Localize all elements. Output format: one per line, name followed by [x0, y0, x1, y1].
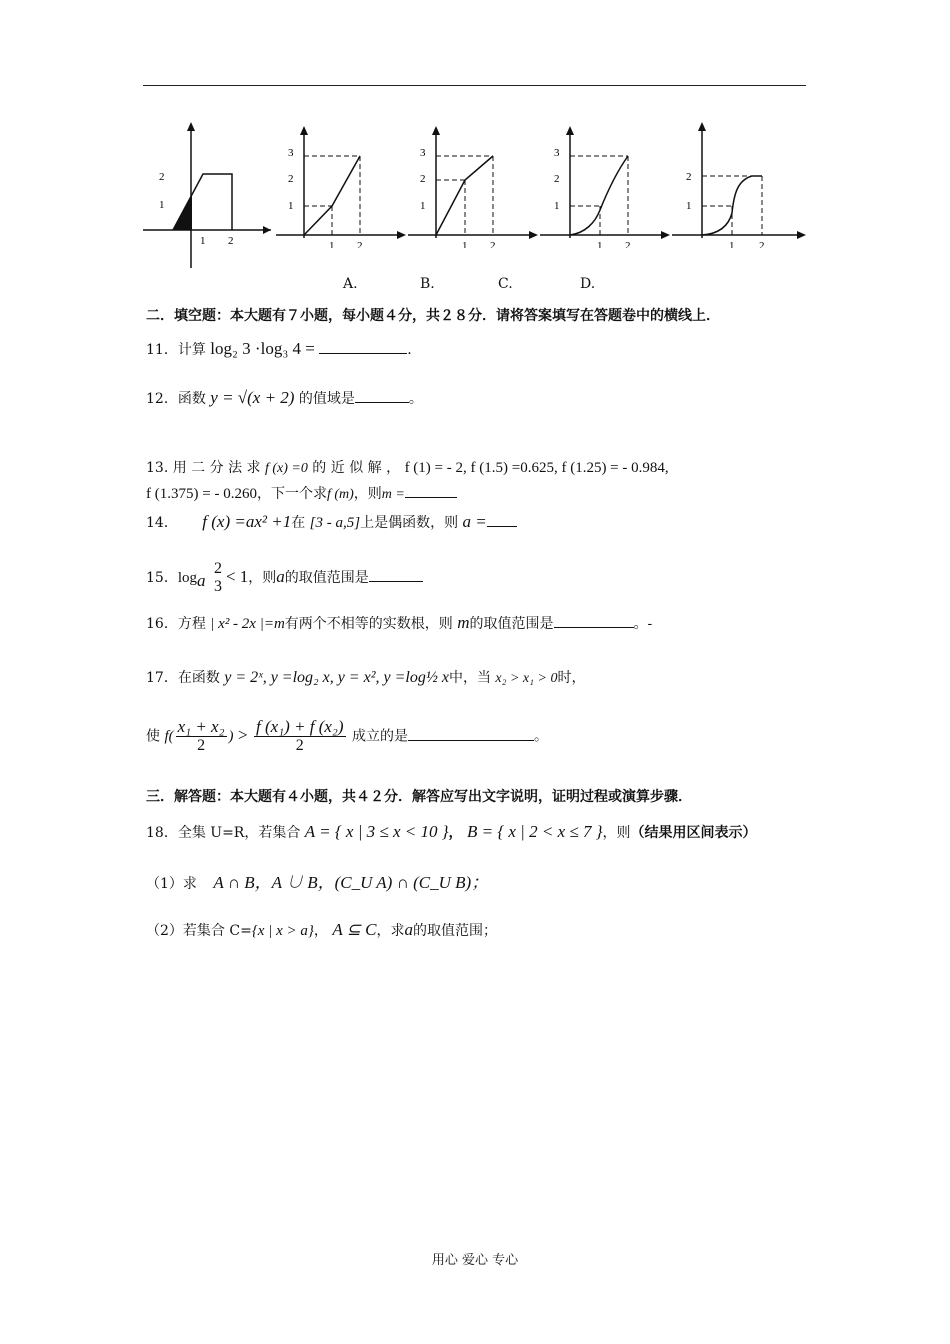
- question-18-part-2: （2）若集合 C={x | x > a}， A ⊆ C，求a的取值范围；: [146, 920, 497, 939]
- svg-text:2: 2: [686, 171, 692, 183]
- question-17-line-1: 17．在函数 y = 2ˣ, y =log₂ x, y = x², y =log½ x中，当 x₂ > x₁ > 0时，: [146, 669, 586, 686]
- svg-text:3: 3: [288, 147, 294, 159]
- svg-text:1: 1: [159, 199, 165, 211]
- q15-fraction: 2 3: [213, 560, 222, 595]
- q17-answer-blank[interactable]: [408, 726, 534, 741]
- q12-answer-blank[interactable]: [355, 388, 409, 403]
- svg-text:2: 2: [159, 171, 165, 183]
- q17-left-fraction: $\frac{\text{x₁ + x₂}}{2}$: [177, 717, 225, 754]
- svg-text:1: 1: [462, 240, 468, 248]
- svg-text:2: 2: [357, 240, 363, 248]
- svg-text:3: 3: [420, 147, 426, 159]
- svg-text:1: 1: [200, 235, 206, 247]
- question-16: 16．方程 | x² - 2x |=m有两个不相等的实数根，则 m的取值范围是 。-: [146, 613, 653, 632]
- figure-original: [143, 118, 273, 273]
- q11-expression: log₂ 3 ·log₃ 4 =: [210, 339, 315, 358]
- figure-option-b: [408, 118, 540, 248]
- section-3-heading: 三．解答题：本大题有４小题，共４２分．解答应写出文字说明，证明过程或演算步骤．: [146, 789, 692, 805]
- figure-option-d: [672, 118, 808, 248]
- figure-option-c: [540, 118, 672, 248]
- svg-text:2: 2: [759, 240, 765, 248]
- question-18-part-1: （1）求 A ∩ B，A ∪ B，(C_U A) ∩ (C_U B)；: [146, 873, 489, 892]
- question-13-line-1: 13. 用 二 分 法 求 f (x) =0 的 近 似 解 ， f (1) = - 2, f (1.5) =0.625, f (1.25) = - 0.984,: [146, 460, 669, 476]
- q12-expression: y = √(x + 2): [210, 388, 295, 407]
- svg-text:1: 1: [597, 240, 603, 248]
- q11-answer-blank[interactable]: [319, 339, 407, 354]
- svg-text:2: 2: [420, 173, 426, 185]
- svg-text:2: 2: [490, 240, 496, 248]
- option-letter-c: C.: [498, 276, 513, 292]
- q16-answer-blank[interactable]: [554, 613, 634, 628]
- set-a: A = { x | 3 ≤ x < 10 }: [304, 822, 449, 841]
- svg-text:1: 1: [686, 200, 692, 212]
- svg-text:3: 3: [554, 147, 560, 159]
- page-footer: 用心 爱心 专心: [431, 1253, 519, 1268]
- set-b: B = { x | 2 < x ≤ 7 }: [466, 822, 603, 841]
- q17-right-fraction: $\frac{\text{f (x₁) + f (x₂)}}{2}$: [256, 717, 344, 754]
- question-15: 15．$\log_a$ 2 3 < 1，则a的取值范围是: [146, 560, 423, 596]
- question-18: 18．全集 U=R，若集合 A = { x | 3 ≤ x < 10 }， B = { x | 2 < x ≤ 7 }，则（结果用区间表示）: [146, 822, 757, 841]
- option-letter-b: B.: [420, 276, 435, 292]
- svg-text:2: 2: [228, 235, 234, 247]
- question-12: 12．函数 y = √(x + 2) 的值域是 。: [146, 388, 423, 407]
- svg-text:1: 1: [729, 240, 735, 248]
- svg-text:1: 1: [288, 200, 294, 212]
- figure-option-a: [276, 118, 408, 248]
- q15-answer-blank[interactable]: [369, 567, 423, 582]
- svg-text:1: 1: [329, 240, 335, 248]
- section-2-heading: 二．填空题：本大题有７小题，每小题４分，共２８分．请将答案填写在答题卷中的横线上．: [146, 308, 720, 324]
- option-letter-a: A.: [343, 276, 358, 292]
- svg-text:1: 1: [420, 200, 426, 212]
- svg-text:2: 2: [288, 173, 294, 185]
- header-rule: [143, 85, 806, 86]
- svg-text:2: 2: [554, 173, 560, 185]
- q13-answer-blank[interactable]: [405, 483, 457, 498]
- option-letter-d: D.: [580, 276, 596, 292]
- question-14: 14． f (x) =ax² +1在 [3 - a,5]上是偶函数，则 a =: [146, 512, 517, 532]
- svg-text:1: 1: [554, 200, 560, 212]
- q14-answer-blank[interactable]: [487, 512, 517, 527]
- question-13-line-2: f (1.375) = - 0.260，下一个求f (m)，则m =: [146, 483, 457, 503]
- svg-text:2: 2: [625, 240, 631, 248]
- question-11: 11．计算 log₂ 3 ·log₃ 4 = .: [146, 339, 412, 358]
- question-17-line-2: 使 f( $\frac{\text{x₁ + x₂}}{2}$ ) > $\frac{\text{f (x₁) + f (x₂)}}{2}$ 成立的是 。: [146, 717, 548, 754]
